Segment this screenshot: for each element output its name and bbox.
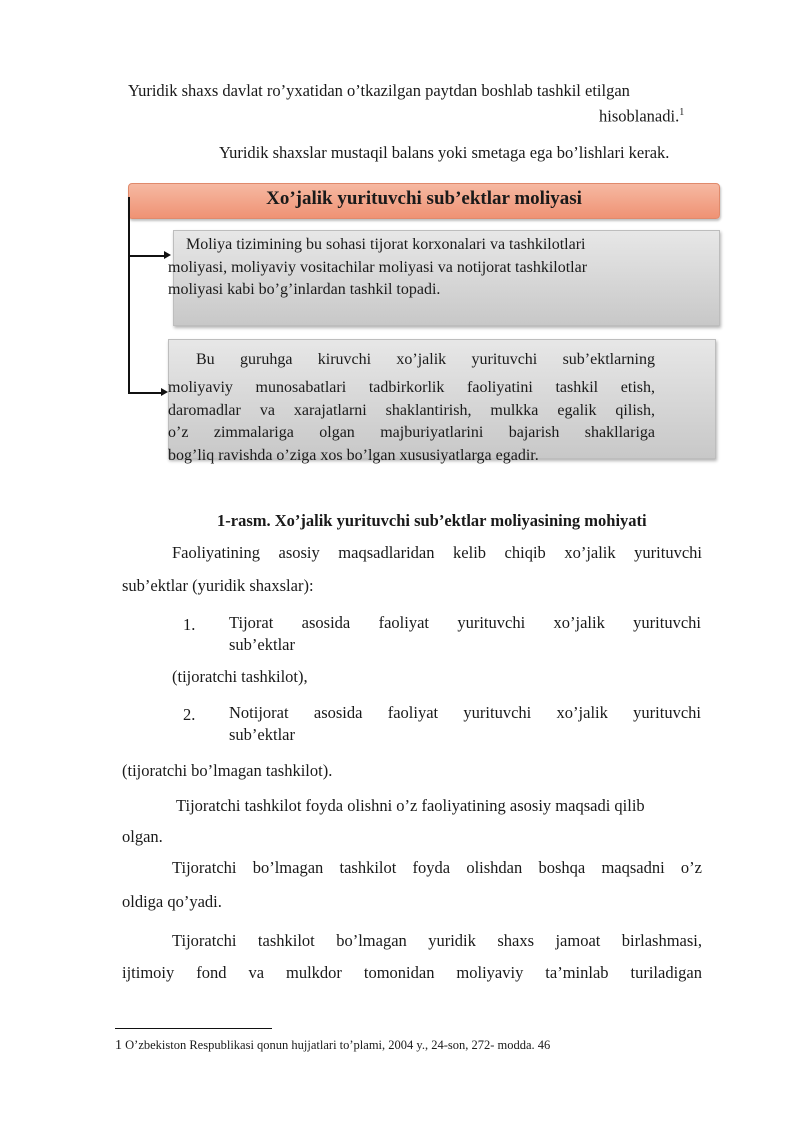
footnote-reference[interactable]: 1 bbox=[679, 107, 685, 118]
list-item-1-line-1: Tijorat asosida faoliyat yurituvchi xo’jalik yurituvchi bbox=[229, 613, 701, 632]
connector-vertical-line bbox=[128, 197, 130, 393]
list-item-1-number: 1. bbox=[183, 615, 196, 634]
diagram-box-1-text bbox=[168, 234, 668, 302]
paragraph-1-line-2 bbox=[599, 100, 684, 130]
list-item-2-after: (tijoratchi bo’lmagan tashkilot). bbox=[122, 761, 333, 780]
box-1-line-2: moliyasi, moliyaviy vositachilar moliyasi va notijorat tashkilotlar bbox=[168, 258, 588, 276]
connector-line-box1 bbox=[128, 255, 166, 257]
box-2-line-5: bog’liq ravishda o’ziga xos bo’lgan xususiyatlarga egadir. bbox=[168, 446, 539, 464]
connector-line-box2 bbox=[128, 392, 164, 394]
paragraph-4-line-2: olgan. bbox=[122, 827, 163, 846]
box-1-line-3: moliyasi kabi bo’g’inlardan tashkil topadi. bbox=[168, 281, 441, 298]
paragraph-6-line-2: ijtimoiy fond va mulkdor tomonidan moliyaviy ta’minlab turiladigan bbox=[122, 963, 702, 982]
paragraph-4-line-1: Tijoratchi tashkilot foyda olishni o’z faoliyatining asosiy maqsadi qilib bbox=[176, 796, 645, 815]
footnote bbox=[115, 1037, 550, 1054]
box-1-line-1: Moliya tizimining bu sohasi tijorat korxonalari va tashkilotlari bbox=[186, 236, 586, 253]
paragraph-5-line-1: Tijoratchi bo’lmagan tashkilot foyda olishdan boshqa maqsadni o’z bbox=[172, 858, 702, 877]
box-2-line-1: Bu guruhga kiruvchi xo’jalik yurituvchi sub’ektlarning bbox=[196, 351, 655, 368]
paragraph-1-text: hisoblanadi. bbox=[599, 106, 680, 126]
footnote-separator bbox=[115, 1028, 272, 1029]
paragraph-2: Yuridik shaxslar mustaqil balans yoki smetaga ega bo’lishlari kerak. bbox=[219, 143, 670, 162]
figure-caption: 1-rasm. Xo’jalik yurituvchi sub’ektlar moliyasining mohiyati bbox=[217, 511, 647, 530]
paragraph-3-line-1: Faoliyatining asosiy maqsadlaridan kelib chiqib xo’jalik yurituvchi bbox=[172, 543, 702, 562]
list-item-2-line-2: sub’ektlar bbox=[229, 725, 295, 744]
paragraph-1-line-1: Yuridik shaxs davlat ro’yxatidan o’tkazilgan paytdan boshlab tashkil etilgan bbox=[128, 81, 630, 100]
footnote-text: O’zbekiston Respublikasi qonun hujjatlari to’plami, 2004 y., 24-son, 272- modda. 46 bbox=[125, 1038, 551, 1052]
diagram-box-2-text bbox=[168, 349, 655, 467]
box-2-line-4: o’z zimmalariga olgan majburiyatlarini bajarish shakllariga bbox=[168, 424, 655, 441]
box-2-line-3: daromadlar va xarajatlarni shaklantirish, mulkka egalik qilish, bbox=[168, 401, 655, 419]
list-item-1-line-2: sub’ektlar bbox=[229, 635, 295, 654]
box-2-line-2: moliyaviy munosabatlari tadbirkorlik faoliyatini tashkil etish, bbox=[168, 379, 655, 396]
diagram-title: Xo’jalik yurituvchi sub’ektlar moliyasi bbox=[266, 188, 582, 209]
footnote-number: 1 bbox=[115, 1038, 122, 1053]
arrow-right-icon bbox=[161, 388, 168, 396]
list-item-1-after: (tijoratchi tashkilot), bbox=[172, 667, 308, 686]
list-item-2-line-1: Notijorat asosida faoliyat yurituvchi xo’jalik yurituvchi bbox=[229, 703, 701, 722]
diagram-title-box bbox=[128, 183, 720, 219]
paragraph-6-line-1: Tijoratchi tashkilot bo’lmagan yuridik shaxs jamoat birlashmasi, bbox=[172, 931, 702, 950]
paragraph-5-line-2: oldiga qo’yadi. bbox=[122, 892, 222, 911]
list-item-2-number: 2. bbox=[183, 705, 196, 724]
paragraph-3-line-2: sub’ektlar (yuridik shaxslar): bbox=[122, 576, 314, 595]
